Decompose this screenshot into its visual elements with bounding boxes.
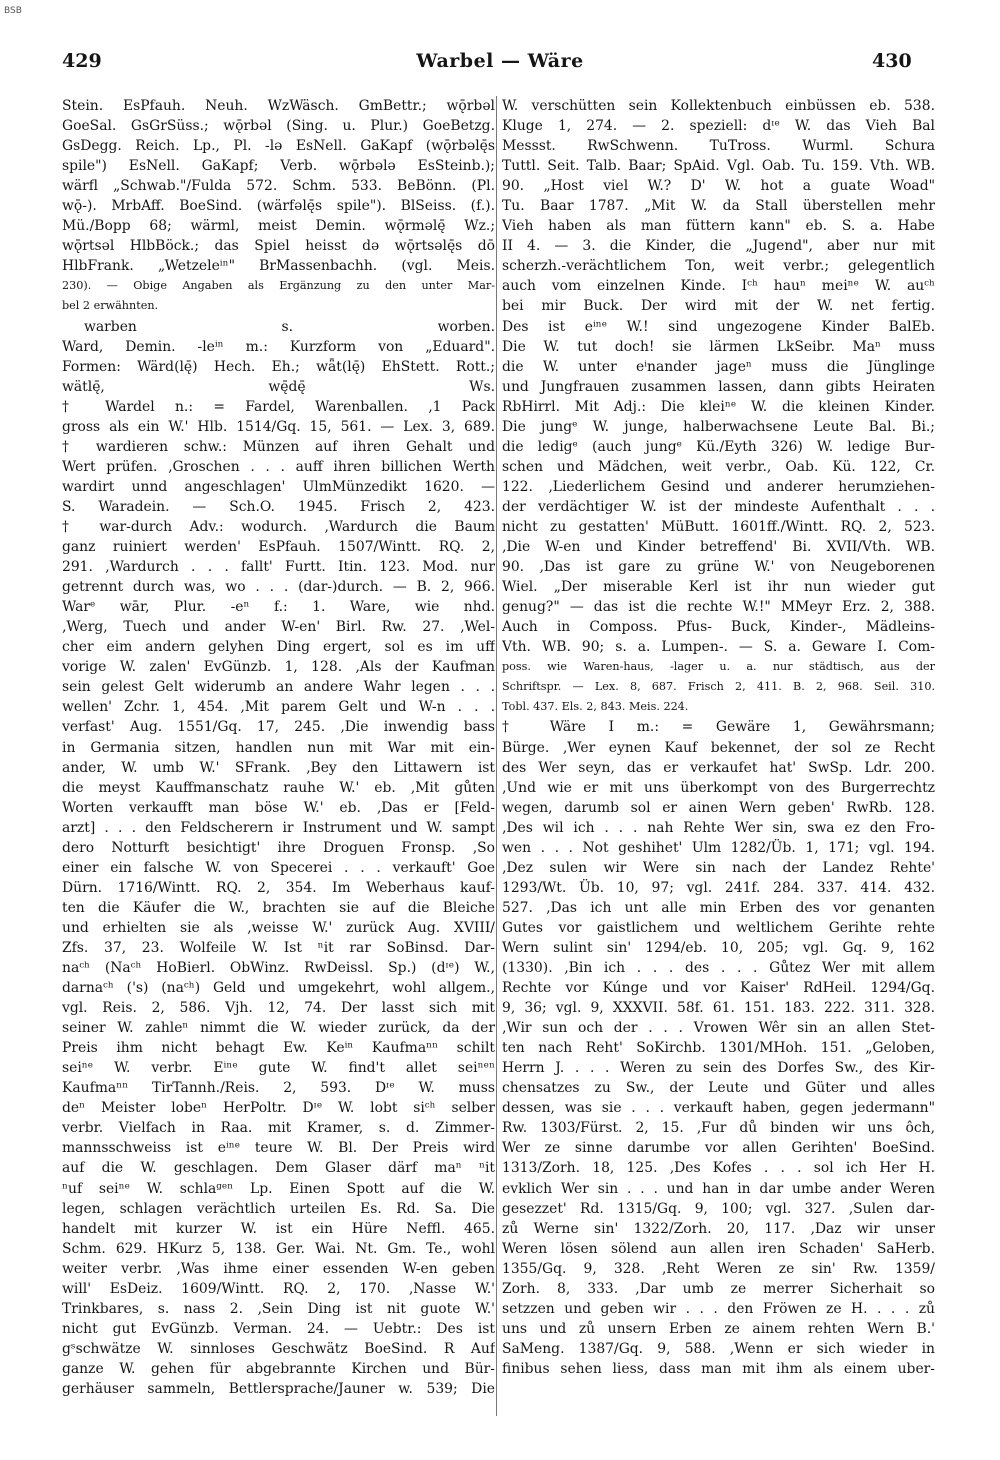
right-column-line: Bürge. ‚Wer eynen Kauf bekennet, der sol ze Recht [502, 739, 935, 756]
right-column-line: uns und zů unsern Erben ze ainem rehten Wern B.' [502, 1320, 935, 1337]
left-column [62, 96, 495, 1399]
left-column-line: Formen: Wärd(lę̄) Hech. Eh.; wǟt(lę̄) EhStett. Rott.; [62, 358, 495, 375]
left-column-line: Ward, Demin. -leⁱⁿ m.: Kurzform von „Eduard". [62, 338, 495, 355]
right-column-line: Schriftspr. — Lex. 8, 687. Frisch 2, 411. B. 2, 968. Seil. 310. [502, 680, 935, 694]
left-column-line: die meyst Kauffmanschatz rauhe W.' eb. ‚Mit gůten [62, 779, 495, 796]
left-column-line: Zfs. 37, 23. Wolfeile W. Ist ⁿit rar SoBinsd. Dar- [62, 939, 495, 956]
left-column-line: Wert prüfen. ‚Groschen . . . auff ihren billichen Werth [62, 458, 495, 475]
left-column-line: Warᵉ wār, Plur. -eⁿ f.: 1. Ware, wie nhd. [62, 599, 495, 616]
right-column-line: SaMeng. 1387/Gq. 9, 588. ‚Wenn er sich wieder in [502, 1340, 935, 1357]
right-column-line: des Wer seyn, das er verkaufet hat' SwSp. Ldr. 200. [502, 759, 935, 776]
left-column-line: † wardieren schw.: Münzen auf ihren Gehalt und [62, 438, 495, 455]
left-column-line: will' EsDeiz. 1609/Wintt. RQ. 2, 170. ‚Nasse W.' [62, 1280, 495, 1297]
right-column-line: Weren lösen sölend aun allen iren Schaden' SaHerb. [502, 1240, 935, 1257]
left-column-line: cher eim andern gelyhen Ding ergert, sol es im uff [62, 639, 495, 656]
left-column-line: gross als ein W.' Hlb. 1514/Gq. 15, 561. — Lex. 3, 689. [62, 418, 495, 435]
right-column-line: ten nach Reht' SoKirchb. 1301/MHoh. 151. „Geloben, [502, 1040, 935, 1057]
right-column-line: W. verschütten sein Kollektenbuch einbüssen eb. 538. [502, 98, 935, 114]
right-column-line: evklich Wer sin . . . und han in dar umbe ander Weren [502, 1180, 935, 1197]
right-column-line: bei mir Buck. Der wird mit der W. net fertig. [502, 298, 935, 315]
left-column-line: nicht gut EvGünzb. Verman. 24. — Uebtr.: Des ist [62, 1320, 495, 1337]
right-column-line: finibus sehen liess, dass man mit ihm als einem uber- [502, 1360, 935, 1377]
right-column-line: Vth. WB. 90; s. a. Lumpen-. — S. a. Geware I. Com- [502, 639, 935, 656]
left-column-line: wätlę̄, wę̄dę̄ Ws. [62, 378, 495, 395]
left-column-line: und erhielten sie als ‚weisse W.' zurück Aug. XVIII/ [62, 919, 495, 936]
right-column-line: 1313/Zorh. 18, 125. ‚Des Kofes . . . sol ich Her H. [502, 1160, 935, 1177]
right-column-line: ‚Und wie er mit uns überkompt von des Burgerrechtz [502, 779, 935, 796]
left-column-line: Worten verkaufft man böse W.' eb. ‚Das er [Feld- [62, 799, 495, 816]
left-column-line: wärfl „Schwab."/Fulda 572. Schm. 533. BeBönn. (Pl. [62, 178, 495, 195]
right-column-line: 527. ‚Das ich unt alle min Erben des vor genanten [502, 899, 935, 916]
right-column-line: chensatzes zu Sw., der Leute und Güter und alles [502, 1080, 935, 1097]
right-column-line: scherzh.-verächtlichem Ton, weit verbr.; gelegentlich [502, 258, 935, 275]
left-column-line: ganze W. gehen für abgebrannte Kirchen und Bür- [62, 1360, 495, 1377]
left-column-line: Schm. 629. HKurz 5, 138. Ger. Wai. Nt. Gm. Te., wohl [62, 1240, 495, 1257]
left-column-line: Stein. EsPfauh. Neuh. WzWäsch. GmBettr.; wǭrbəl [62, 98, 495, 114]
right-column-line: (1330). ‚Bin ich . . . des . . . Gůtez Wer mit allem [502, 960, 935, 977]
right-column-line: Messst. RwSchwenn. TuTross. Wurml. Schura [502, 138, 935, 155]
right-column-line: schen und Mädchen, weit verbr., Oab. Kü. 122, Cr. [502, 458, 935, 475]
right-column-line: ‚Des wil ich . . . nah Rehte Wer sin, swa ez den Fro- [502, 819, 935, 836]
left-column-line: Trinkbares, s. nass 2. ‚Sein Ding ist nit guote W.' [62, 1300, 495, 1317]
left-column-line: wǭ-). MrbAff. BoeSind. (wärfəlę̄s spile"). BlSeiss. (f.). [62, 198, 495, 215]
left-column-line: GsDegg. Reich. Lp., Pl. -lə EsNell. GaKapf (wǭrbəlę̄s [62, 138, 495, 155]
right-column-line: † Wäre I m.: = Gewäre 1, Gewährsmann; [502, 719, 935, 736]
left-column-line: sein gelest Gelt widerumb an andere Wahr legen . . . [62, 679, 495, 696]
left-column-line: S. Waradein. — Sch.O. 1945. Frisch 2, 423. [62, 498, 495, 515]
right-column-line: auch vom einzelnen Kinde. Iᶜʰ hauⁿ meiⁿᵉ W. auᶜʰ [502, 278, 935, 295]
right-column-line: Auch in Composs. Pfus- Buck, Kinder-, Mädleins- [502, 619, 935, 636]
left-column-line: † war-durch Adv.: wodurch. ‚Wardurch die Baum [62, 518, 495, 535]
left-column-line: in Germania sitzen, handlen nun mit War mit ein- [62, 739, 495, 756]
right-column-line: 1293/Wt. Üb. 10, 97; vgl. 241f. 284. 337. 414. 432. [502, 879, 935, 896]
left-column-line: arzt] . . . den Feldscherern ir Instrument und W. sampt [62, 819, 495, 836]
left-column-line: GoeSal. GsGrSüss.; wǭrbəl (Sing. u. Plur.) GoeBetzg. [62, 118, 495, 135]
right-column-line: ‚Wir sun och der . . . Vrowen Wêr sin an allen Stet- [502, 1020, 935, 1037]
page-number-left: 429 [62, 50, 102, 72]
right-column-line: II 4. — 3. die Kinder, die „Jugend", aber nur mit [502, 238, 935, 255]
right-column-line: zů Werne sin' 1322/Zorh. 20, 117. ‚Daz wir unser [502, 1220, 935, 1237]
left-column-line: HlbFrank. „Wetzeleⁱⁿ" BrMassenbachh. (vgl. Meis. [62, 258, 495, 275]
left-column-line: bel 2 erwähnten. [62, 299, 159, 313]
left-column-line: wǭrtsəl HlbBöck.; das Spiel heisst də wǭrtsəlę̄s dō [62, 238, 495, 255]
left-column-line: auf die W. geschlagen. Dem Glaser därf maⁿ ⁿit [62, 1160, 495, 1177]
left-column-line: gˢschwätze W. sinnloses Geschwätz BoeSind. R Auf [62, 1340, 495, 1357]
right-column-line: genug?" — das ist die rechte W.!" MMeyr Erz. 2, 388. [502, 599, 935, 616]
right-column-line: poss. wie Waren-haus, -lager u. a. nur städtisch, aus der [502, 660, 935, 674]
left-column-line: wardirt unnd angeschlagen' UlmMünzedikt 1620. — [62, 478, 495, 495]
left-column-line: einer ein falsche W. von Specerei . . . verkauft' Goe [62, 859, 495, 876]
left-column-line: dero Notturft besichtigt' ihre Droguen Fronsp. ‚So [62, 839, 495, 856]
right-column-line: wegen, darumb sol er ainen Wern geben' RwRb. 128. [502, 799, 935, 816]
library-stamp: BSB [4, 6, 22, 16]
right-column-line: 90. „Host viel W.? D' W. hot a guate Woad" [502, 178, 935, 195]
right-column-line: ‚Dez sulen wir Were sin nach der Landez Rehte' [502, 859, 935, 876]
right-column-line: Wern sulint sin' 1294/eb. 10, 205; vgl. Gq. 9, 162 [502, 939, 935, 956]
left-column-line: handelt mit kurzer W. ist ein Hüre Neffl. 465. [62, 1220, 495, 1237]
right-column-line: 9, 36; vgl. 9, XXXVII. 58f. 61. 151. 183. 222. 311. 328. [502, 1000, 935, 1017]
left-column-line: darnaᶜʰ ('s) (naᶜʰ) Geld und umgekehrt, wohl allgem., [62, 980, 495, 997]
left-column-line: † Wardel n.: = Fardel, Warenballen. ‚1 Pack [62, 398, 495, 415]
right-column-line: und Jungfrauen zusammen lassen, dann gibts Heiraten [502, 378, 935, 395]
left-column-line: seiⁿᵉ W. verbr. Eⁱⁿᵉ gute W. find't allet seiⁿᵉⁿ [62, 1060, 495, 1077]
left-column-line: Mü./Bopp 68; wärml, meist Demin. wǭrməlę̄ Wz.; [62, 218, 495, 235]
left-column-line: Preis ihm nicht behagt Ew. Keⁱⁿ Kaufmaⁿⁿ schilt [62, 1040, 495, 1057]
right-column-line: Rechte vor Kúnge und vor Kaiser' RdHeil. 1294/Gq. [502, 980, 935, 997]
left-column-line: weiter verbr. ‚Was ihme einer essenden W-en geben [62, 1260, 495, 1277]
left-column-line: 291. ‚Wardurch . . . fallt' Furtt. Itin. 123. Mod. nur [62, 559, 495, 576]
right-column-line: Die W. tut doch! sie lärmen LkSeibr. Maⁿ muss [502, 338, 935, 355]
left-column-line: 230). — Obige Angaben als Ergänzung zu den unter Mar- [62, 279, 495, 293]
left-column-line: verbr. Vielfach in Raa. mit Kramer, s. d. Zimmer- [62, 1120, 495, 1137]
right-column-line: nicht zu gestatten' MüButt. 1601ff./Wintt. RQ. 2, 523. [502, 518, 935, 535]
left-column-line: ander, W. umb W.' SFrank. ‚Bey den Littawern ist [62, 759, 495, 776]
left-column-line: warben s. worben. [84, 318, 495, 335]
left-column-line: naᶜʰ (Naᶜʰ HoBierl. ObWinz. RwDeissl. Sp.) (dᶦᵉ) W., [62, 960, 495, 977]
right-column-line: wen . . . Not geshihet' Ulm 1282/Üb. 1, 171; vgl. 194. [502, 839, 935, 856]
left-column-line: mannsschweiss ist eⁱⁿᵉ teure W. Bl. Der Preis wird [62, 1140, 495, 1157]
right-column-line: die W. unter eⁱnander jageⁿ muss die Jünglinge [502, 358, 935, 375]
right-column-line: dessen, was sie . . . verkauft haben, gegen jedermann" [502, 1100, 935, 1117]
left-column-line: vgl. Reis. 2, 586. Vjh. 12, 74. Der lasst sich mit [62, 1000, 495, 1017]
left-column-line: ‚Werg, Tuech und ander W-en' Birl. Rw. 27. ‚Wel- [62, 619, 495, 636]
left-column-line: ten die Käufer die W., brachten sie auf die Bleiche [62, 899, 495, 916]
column-divider [496, 96, 497, 1416]
left-column-line: ganz ruiniert werden' EsPfauh. 1507/Wintt. RQ. 2, [62, 539, 495, 556]
left-column-line: seiner W. zahleⁿ nimmt die W. wieder zurück, da der [62, 1020, 495, 1037]
right-column-line: Gutes vor gaistlichem und weltlichem Gerihte rehte [502, 919, 935, 936]
right-column-line: 90. ‚Das ist gare zu grüne W.' von Neugeborenen [502, 559, 935, 576]
left-column-line: Kaufmaⁿⁿ TirTannh./Reis. 2, 593. Dᶦᵉ W. muss [62, 1080, 495, 1097]
right-column-line: der verdächtiger W. ist der mindeste Aufenthalt . . . [502, 498, 935, 515]
left-column-line: getrennt durch was, wo . . . (dar-)durch. — B. 2, 966. [62, 579, 495, 596]
right-column-line: Tobl. 437. Els. 2, 843. Meis. 224. [502, 700, 689, 714]
left-column-line: Dürn. 1716/Wintt. RQ. 2, 354. Im Weberhaus kauf- [62, 879, 495, 896]
right-column-line: Rw. 1303/Fürst. 2, 15. ‚Fur dů binden wir uns ôch, [502, 1120, 935, 1137]
right-column-line: Des ist eⁱⁿᵉ W.! sind ungezogene Kinder BalEb. [502, 318, 935, 335]
left-column-line: spile") EsNell. GaKapf; Verb. wǭrbələ EsSteinb.); [62, 158, 495, 175]
right-column-line: Die jungᵉ W. junge, halberwachsene Leute Bal. Bi.; [502, 418, 935, 435]
right-column-line: 122. ‚Liederlichem Gesind und anderer herumziehen- [502, 478, 935, 495]
left-column-line: wellen' Zchr. 1, 454. ‚Mit parem Gelt und W-n . . . [62, 699, 495, 716]
right-column-line: Kluge 1, 274. — 2. speziell: dᶦᵉ W. das Vieh Bal [502, 118, 935, 135]
right-column-line: ‚Die W-en und Kinder betreffend' Bi. XVII/Vth. WB. [502, 539, 935, 556]
right-column-line: Wiel. „Der miserable Kerl ist ihr nun wieder gut [502, 579, 935, 596]
right-column-line: 1355/Gq. 9, 328. ‚Reht Weren ze sin' Rw. 1359/ [502, 1260, 935, 1277]
right-column-line: RbHirrl. Mit Adj.: Die kleiⁿᵉ W. die kleinen Kinder. [502, 398, 935, 415]
right-column-line: Tuttl. Seit. Talb. Baar; SpAid. Vgl. Oab. Tu. 159. Vth. WB. [502, 158, 935, 175]
right-column-line: Tu. Baar 1787. „Mit W. da Stall überstellen mehr [502, 198, 935, 215]
right-column-line: Zorh. 8, 333. ‚Dar umb ze merrer Sicherhait so [502, 1280, 935, 1297]
page-number-right: 430 [872, 50, 912, 72]
left-column-line: deⁿ Meister lobeⁿ HerPoltr. Dᶦᵉ W. lobt siᶜʰ selber [62, 1100, 495, 1117]
left-column-line: verfast' Aug. 1551/Gq. 17, 245. ‚Die inwendig bass [62, 719, 495, 736]
left-column-line: gerhäuser sammeln, Bettlersprache/Jauner w. 539; Die [62, 1381, 495, 1397]
right-column-line: die ledigᵉ (auch jungᵉ Kü./Eyth 326) W. ledige Bur- [502, 438, 935, 455]
right-column-line: setzzen und geben wir . . . den Fröwen ze H. . . . zů [502, 1300, 935, 1317]
running-head: Warbel — Wäre [416, 50, 584, 72]
right-column-line: Vieh haben als man füttern kann" eb. S. a. Habe [502, 218, 935, 235]
right-column-line: Herrn J. . . . Weren zu sein des Dorfes Sw., des Kir- [502, 1060, 935, 1077]
left-column-line: vorige W. zalen' EvGünzb. 1, 128. ‚Als der Kaufman [62, 659, 495, 676]
right-column [502, 96, 935, 1379]
right-column-line: Wer ze sinne darumbe vor allen Gerihten' BoeSind. [502, 1140, 935, 1157]
left-column-line: ⁿuf seiⁿᵉ W. schlaᵍᵉⁿ Lp. Einen Spott auf die W. [62, 1180, 495, 1197]
right-column-line: gesezzet' Rd. 1315/Gq. 9, 100; vgl. 327. ‚Sulen dar- [502, 1200, 935, 1217]
left-column-line: legen, schlagen verächtlich urteilen Es. Rd. Sa. Die [62, 1200, 495, 1217]
